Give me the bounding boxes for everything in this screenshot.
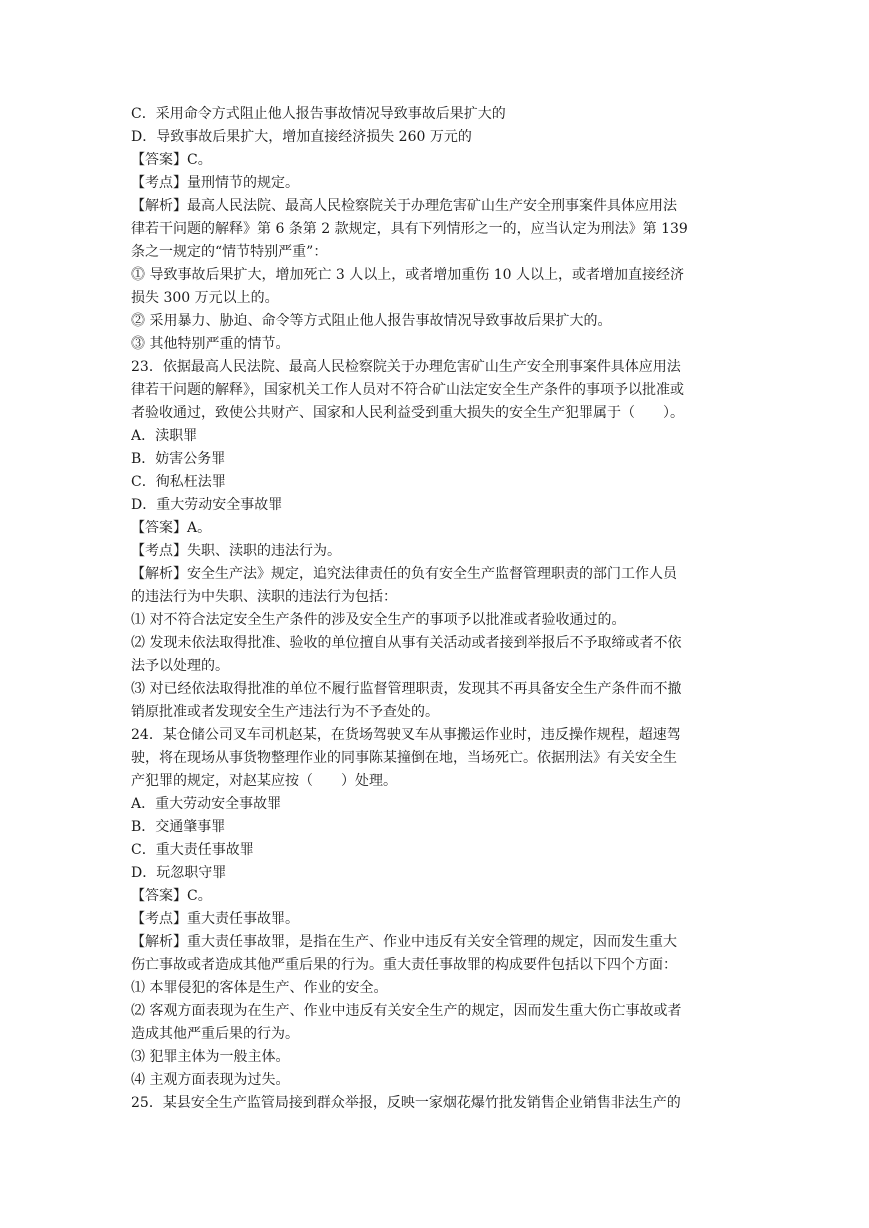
text-line: 的违法行为中失职、渎职的违法行为包括： — [131, 589, 397, 605]
text-line: 驶，将在现场从事货物整理作业的同事陈某撞倒在地，当场死亡。依据刑法》有关安全生 — [131, 750, 677, 766]
text-line: 律若干问题的解释》第 6 条第 2 款规定，具有下列情形之一的，应当认定为刑法》第 139 — [131, 221, 688, 237]
text-line: 者验收通过，致使公共财产、国家和人民利益受到重大损失的安全生产犯罪属于（ ）。 — [131, 405, 684, 421]
text-line: 23．依据最高人民法院、最高人民检察院关于办理危害矿山生产安全刑事案件具体应用法 — [131, 359, 681, 375]
text-line: ⑵ 发现未依法取得批准、验收的单位擅自从事有关活动或者接到举报后不予取缔或者不依 — [131, 635, 682, 651]
text-line: D．导致事故后果扩大，增加直接经济损失 260 万元的 — [131, 129, 472, 145]
text-line: ⑴ 对不符合法定安全生产条件的涉及安全生产的事项予以批准或者验收通过的。 — [131, 612, 626, 628]
text-line: 【考点】重大责任事故罪。 — [131, 911, 299, 927]
text-line: 【答案】C。 — [131, 888, 212, 904]
text-line: 【解析】重大责任事故罪，是指在生产、作业中违反有关安全管理的规定，因而发生重大 — [131, 934, 677, 950]
text-line: ⓷ 其他特别严重的情节。 — [131, 336, 290, 352]
text-line: 【答案】A。 — [131, 520, 212, 536]
text-line: ⓶ 采用暴力、胁迫、命令等方式阻止他人报告事故情况导致事故后果扩大的。 — [131, 313, 612, 329]
text-line: 造成其他严重后果的行为。 — [131, 1026, 299, 1042]
text-line: ⑶ 对已经依法取得批准的单位不履行监督管理职责，发现其不再具备安全生产条件而不撤 — [131, 681, 682, 697]
text-line: C．采用命令方式阻止他人报告事故情况导致事故后果扩大的 — [131, 106, 506, 122]
text-line: ⑶ 犯罪主体为一般主体。 — [131, 1049, 290, 1065]
text-line: B．妨害公务罪 — [131, 451, 226, 467]
text-line: 法予以处理的。 — [131, 658, 229, 674]
text-line: ⑷ 主观方面表现为过失。 — [131, 1072, 290, 1088]
text-line: 25．某县安全生产监管局接到群众举报，反映一家烟花爆竹批发销售企业销售非法生产的 — [131, 1095, 681, 1111]
text-line: D．玩忽职守罪 — [131, 865, 227, 881]
text-line: 【考点】量刑情节的规定。 — [131, 175, 299, 191]
text-line: 【解析】安全生产法》规定，追究法律责任的负有安全生产监督管理职责的部门工作人员 — [131, 566, 677, 582]
text-line: ⓵ 导致事故后果扩大，增加死亡 3 人以上，或者增加重伤 10 人以上，或者增加直接经济 — [131, 267, 684, 283]
text-line: ⑴ 本罪侵犯的客体是生产、作业的安全。 — [131, 980, 388, 996]
text-line: B．交通肇事罪 — [131, 819, 226, 835]
text-line: 销原批准或者发现安全生产违法行为不予查处的。 — [131, 704, 439, 720]
text-line: 产犯罪的规定，对赵某应按（ ）处理。 — [131, 773, 397, 789]
text-line: 【解析】最高人民法院、最高人民检察院关于办理危害矿山生产安全刑事案件具体应用法 — [131, 198, 677, 214]
text-line: 条之一规定的“情节特别严重”： — [131, 244, 328, 260]
text-line: C．徇私枉法罪 — [131, 474, 226, 490]
document-body — [131, 103, 741, 1115]
text-line: C．重大责任事故罪 — [131, 842, 254, 858]
text-line: A．渎职罪 — [131, 428, 198, 444]
text-line: 伤亡事故或者造成其他严重后果的行为。重大责任事故罪的构成要件包括以下四个方面： — [131, 957, 677, 973]
text-line: A．重大劳动安全事故罪 — [131, 796, 282, 812]
text-line: 24．某仓储公司叉车司机赵某，在货场驾驶叉车从事搬运作业时，违反操作规程，超速驾 — [131, 727, 681, 743]
text-line: ⑵ 客观方面表现为在生产、作业中违反有关安全生产的规定，因而发生重大伤亡事故或者 — [131, 1003, 682, 1019]
text-line: 损失 300 万元以上的。 — [131, 290, 279, 306]
text-line: 律若干问题的解释》，国家机关工作人员对不符合矿山法定安全生产条件的事项予以批准或 — [131, 382, 684, 398]
text-line: D．重大劳动安全事故罪 — [131, 497, 283, 513]
text-line: 【考点】失职、渎职的违法行为。 — [131, 543, 341, 559]
text-line: 【答案】C。 — [131, 152, 212, 168]
